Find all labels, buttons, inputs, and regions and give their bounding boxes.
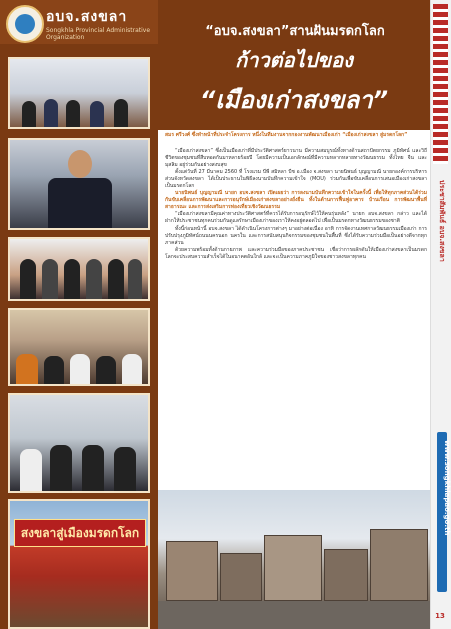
pao-logo [6, 5, 44, 43]
paragraph: “เมืองเก่าสงขลา” ซึ่งเป็นเมืองเก่าที่มีประวัติศาสตร์ยาวนาน มีความสมบูรณ์ทั้งทางด้านสถาปัตยกรรม ภูมิทัศน์ และวิถีชีวิตของชุมชนที่สืบทอดกันมาหลายร้อยปี โดยมีความเป็นเอกลักษณ์ที่มีความหลากหลายทางวัฒนธรรม ทั้งไทย จีน และมุสลิม อยู่ร่วมกันอย่างสงบสุข [165, 148, 427, 169]
page-number: 13 [435, 612, 445, 620]
photo-monks-meeting [8, 308, 150, 386]
byline: สมร ศรีวงศ์ ซึ่งทำหน้าที่ประจำโครงการ หนึ่งในทีมงานจากกองงานพัฒนาเมืองเก่า “เมืองเก่าสงขลา สู่มรดกโลก” [165, 132, 408, 138]
photo-column [0, 0, 158, 629]
photo-heritage-banner [8, 499, 150, 629]
photo-signing [8, 393, 150, 493]
strip-label: ประชาสัมพันธ์ อบจ.สงขลา [438, 180, 446, 262]
article-body [165, 148, 427, 480]
paragraph: นายนิพนธ์ บุญญามณี นายก อบจ.สงขลา เปิดเผยว่า การลงนามบันทึกความเข้าใจในครั้งนี้ เพื่อให้ทุกภาคส่วนได้ร่วมกันขับเคลื่อนการพัฒนาและการอนุรักษ์เมืองเก่าสงขลาอย่างยั่งยืน ทั้งในด้านการฟื้นฟูอาคาร บ้านเรือน การพัฒนาพื้นที่สาธารณะ และการส่งเสริมการท่องเที่ยวเชิงวัฒนธรรม [165, 190, 427, 211]
photo-ceremony-stage [8, 57, 150, 129]
photo-speaker [8, 138, 150, 230]
website-label: www.songkhlapao.go.th [443, 440, 451, 536]
photo-group [8, 237, 150, 301]
logo-bar [0, 0, 158, 44]
logo-title: อบจ.สงขลา [46, 9, 128, 25]
paragraph: ตั้งแต่วันที่ 27 มีนาคม 2560 ที่ โรงแรม บีพี สมิหลา บีช อ.เมือง จ.สงขลา นายนิพนธ์ บุญญามณี นายกองค์การบริหารส่วนจังหวัดสงขลา ได้เป็นประธานในพิธีลงนามบันทึกความเข้าใจ (MOU) ร่วมกันเพื่อขับเคลื่อนการเสนอเมืองเก่าสงขลาเป็นมรดกโลก [165, 169, 427, 190]
logo-subtitle: Songkhla Provincial Administrative Organization [46, 27, 151, 41]
headline-line1: ก้าวต่อไปของ [235, 48, 353, 72]
headline-line2: “เมืองเก่าสงขลา” [199, 86, 389, 114]
kicker: “อบจ.สงขลา”สานฝันมรดกโลก [205, 24, 385, 39]
decorative-stripes [433, 4, 448, 164]
paragraph: “เมืองเก่าสงขลามีคุณค่าทางประวัติศาสตร์ที่ควรได้รับการอนุรักษ์ไว้ให้คนรุ่นหลัง” นายก อบจ.สงขลา กล่าว และได้ฝากให้ประชาชนทุกคนร่วมกันดูแลรักษาเมืองเก่าของเราให้คงอยู่ตลอดไป เพื่อเป็นมรดกทางวัฒนธรรมของชาติ [165, 211, 427, 225]
paragraph: ทั้งนี้ก่อนหน้านี้ อบจ.สงขลา ได้ดำเนินโครงการต่างๆ มาอย่างต่อเนื่อง อาทิ การจัดงานเทศกาลวัฒนธรรมเมืองเก่า การปรับปรุงภูมิทัศน์ถนนนครนอก นครใน และการสนับสนุนกิจกรรมของชุมชนในพื้นที่ ซึ่งได้รับความร่วมมือเป็นอย่างดีจากทุกภาคส่วน [165, 225, 427, 246]
banner-sign: สงขลาสู่เมืองมรดกโลก [14, 519, 146, 547]
photo-old-town-street [158, 490, 430, 629]
paragraph: ด้วยความพร้อมทั้งด้านกายภาพ และความร่วมมือของภาคประชาชน เชื่อว่าการผลักดันให้เมืองเก่าสงขลาเป็นมรดกโลกจะประสบความสำเร็จได้ในอนาคตอันใกล้ และจะเป็นความภาคภูมิใจของชาวสงขลาทุกคน [165, 246, 427, 260]
